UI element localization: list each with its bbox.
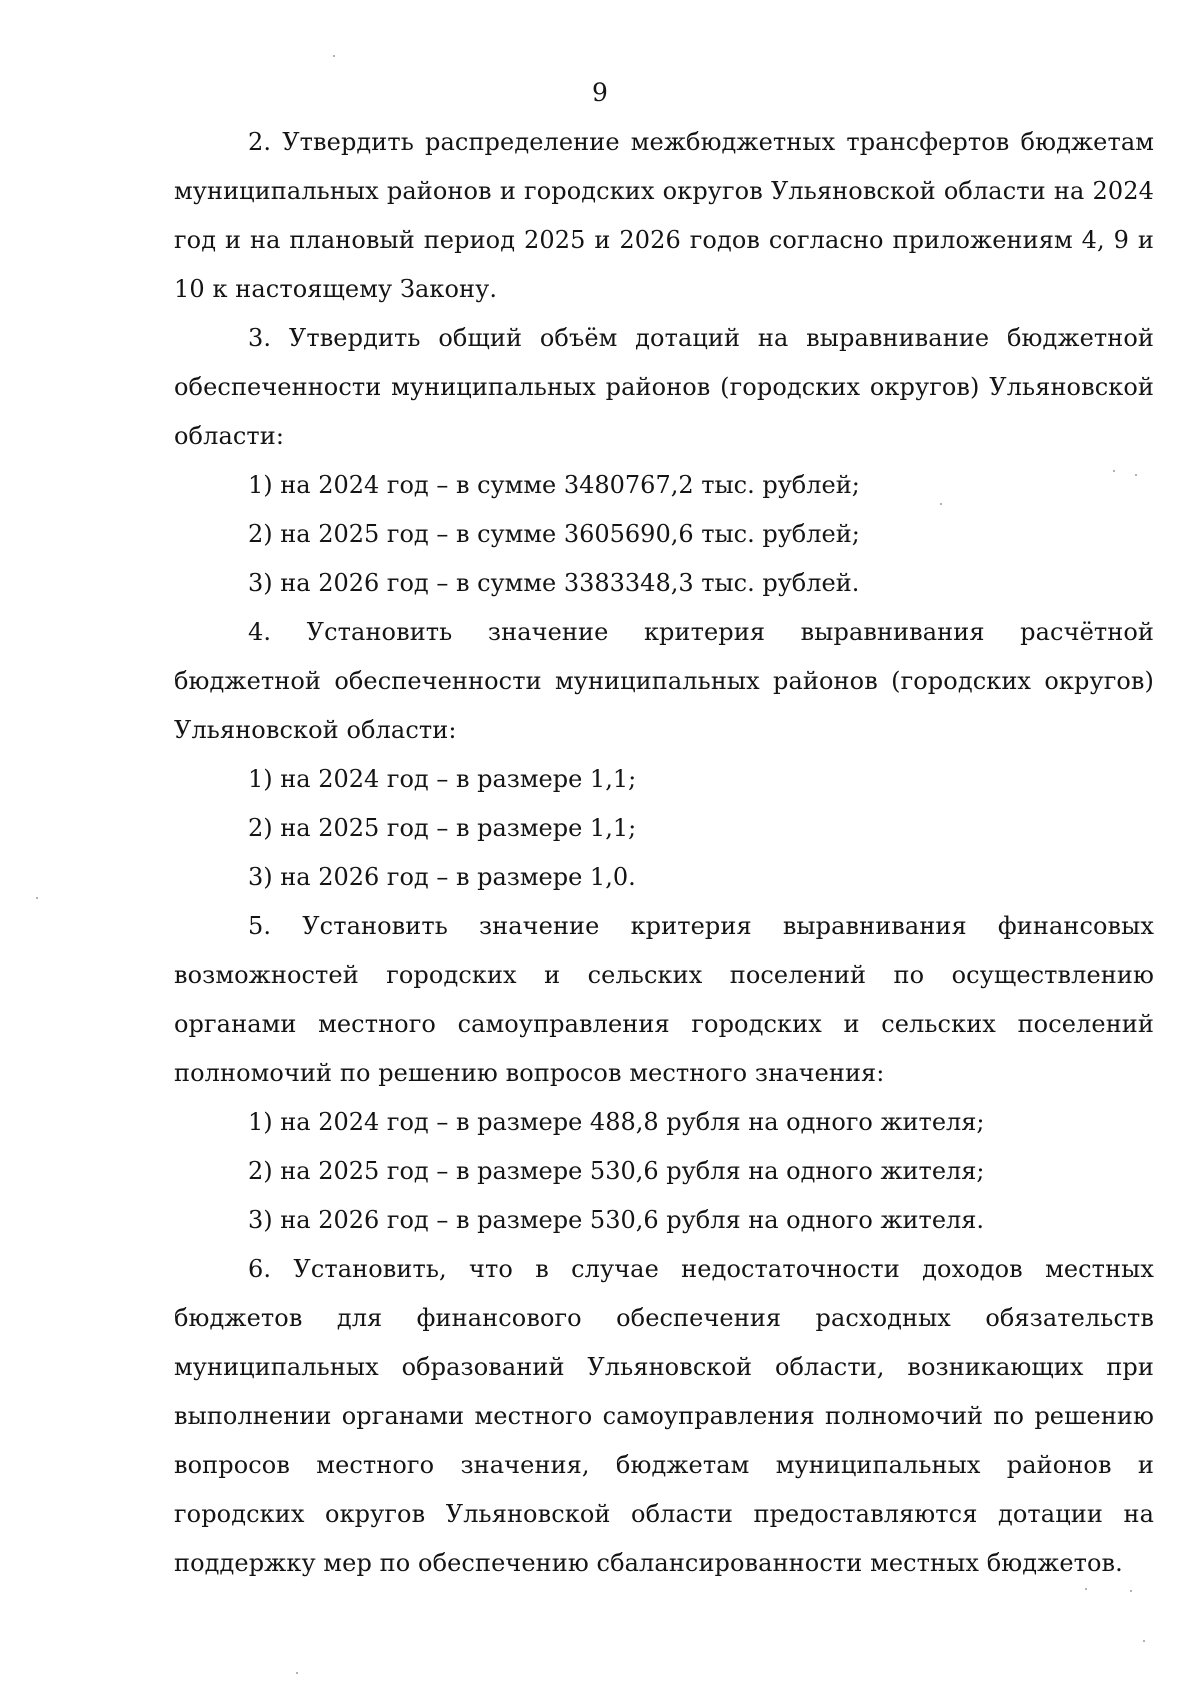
paragraph-2: 2. Утвердить распределение межбюджетных трансфертов бюджетам муниципальных районов и городских округов Ульяновской области на 2024 год и на плановый период 2025 и 2026 годов согласно приложениям 4, 9 и 10 к настоящему Закону. [174, 128, 1154, 303]
list-item: 2) на 2025 год – в сумме 3605690,6 тыс. рублей; [248, 520, 860, 548]
scan-speck [36, 897, 38, 899]
scan-speck [1143, 1640, 1145, 1642]
list-item: 2) на 2025 год – в размере 1,1; [248, 814, 637, 842]
list-item: 1) на 2024 год – в размере 488,8 рубля на одного жителя; [248, 1108, 985, 1136]
scan-speck [1113, 470, 1115, 472]
list-item: 1) на 2024 год – в размере 1,1; [248, 765, 637, 793]
scan-speck [296, 1672, 298, 1674]
scan-speck [1135, 474, 1137, 476]
paragraph-3: 3. Утвердить общий объём дотаций на выравнивание бюджетной обеспеченности муниципальных районов (городских округов) Ульяновской области: [174, 324, 1154, 450]
list-item: 2) на 2025 год – в размере 530,6 рубля на одного жителя; [248, 1157, 985, 1185]
scan-speck [333, 55, 335, 57]
document-body [174, 118, 1154, 1588]
scan-speck [1130, 1590, 1132, 1592]
paragraph-5: 5. Установить значение критерия выравнивания финансовых возможностей городских и сельских поселений по осуществлению органами местного самоуправления городских и сельских поселений полномочий по решению вопросов местного значения: [174, 912, 1154, 1087]
list-item: 3) на 2026 год – в сумме 3383348,3 тыс. рублей. [248, 569, 860, 597]
page-number: 9 [592, 78, 608, 107]
paragraph-4: 4. Установить значение критерия выравнивания расчётной бюджетной обеспеченности муниципальных районов (городских округов) Ульяновской области: [174, 618, 1154, 744]
scan-speck [1085, 1588, 1087, 1590]
list-item: 3) на 2026 год – в размере 530,6 рубля на одного жителя. [248, 1206, 985, 1234]
scan-speck [940, 503, 942, 505]
list-item: 3) на 2026 год – в размере 1,0. [248, 863, 636, 891]
paragraph-6: 6. Установить, что в случае недостаточности доходов местных бюджетов для финансового обеспечения расходных обязательств муниципальных образований Ульяновской области, возникающих при выполнении органами местного самоуправления полномочий по решению вопросов местного значения, бюджетам муниципальных районов и городских округов Ульяновской области предоставляются дотации на поддержку мер по обеспечению сбалансированности местных бюджетов. [174, 1255, 1154, 1577]
list-item: 1) на 2024 год – в сумме 3480767,2 тыс. рублей; [248, 471, 860, 499]
